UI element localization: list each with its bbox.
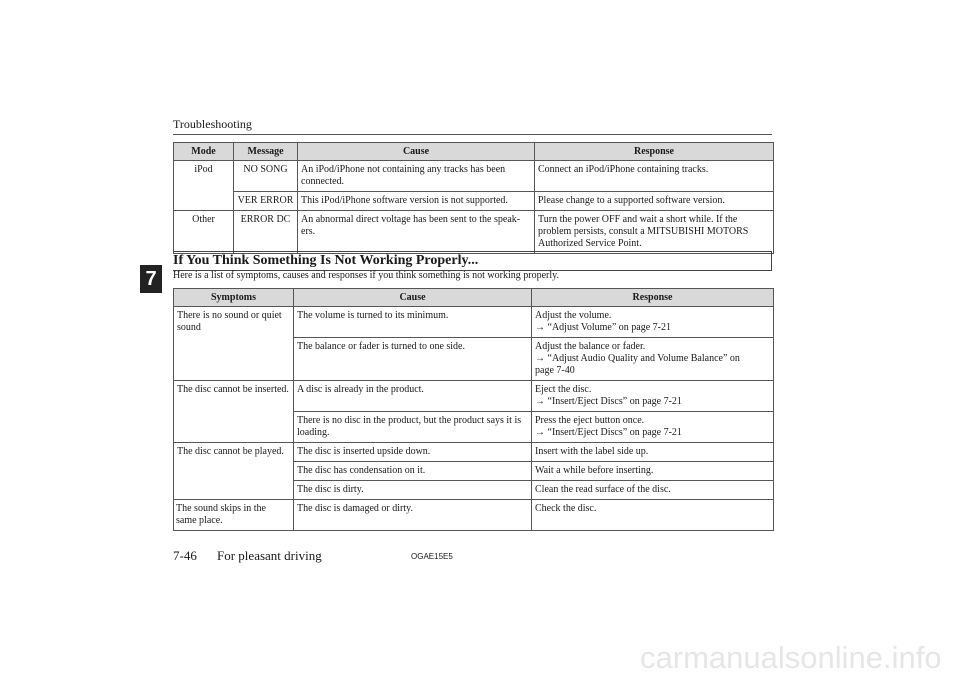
- response-cell: [532, 307, 774, 338]
- response-line: Authorized Service Point.: [538, 238, 642, 249]
- response-line: Connect an iPod/iPhone containing tracks.: [538, 164, 709, 175]
- watermark: carmanualsonline.info: [640, 640, 942, 675]
- cause-cell: [294, 307, 532, 338]
- cause-line: There is no disc in the product, but the product says it is: [297, 415, 522, 426]
- response-line: → “Adjust Volume” on page 7-21: [535, 322, 672, 333]
- response-cell: [535, 192, 774, 211]
- column-header-symptoms: Symptoms: [174, 289, 294, 307]
- response-line: → “Insert/Eject Discs” on page 7-21: [535, 427, 682, 438]
- column-header-cause: Cause: [298, 143, 535, 161]
- document-code: OGAE15E5: [411, 552, 453, 561]
- response-line: Adjust the balance or fader.: [535, 341, 646, 352]
- response-cell: [532, 462, 774, 481]
- cause-line: The disc has condensation on it.: [297, 465, 426, 476]
- cause-line: The balance or fader is turned to one side.: [297, 341, 465, 352]
- cause-cell: [298, 161, 535, 192]
- cause-line: The volume is turned to its minimum.: [297, 310, 449, 321]
- cause-line: The disc is inserted upside down.: [297, 446, 431, 457]
- response-line: Wait a while before inserting.: [535, 465, 654, 476]
- cause-line: The disc is dirty.: [297, 484, 364, 495]
- page-header-title: Troubleshooting: [173, 117, 252, 131]
- cause-line: The disc is damaged or dirty.: [297, 503, 413, 514]
- section-heading: If You Think Something Is Not Working Properly...: [173, 251, 772, 271]
- symptom-cell: [174, 443, 294, 500]
- symptom-cell: [174, 381, 294, 443]
- table-row: [174, 381, 774, 412]
- response-line: page 7-40: [535, 365, 575, 376]
- cause-cell: [294, 500, 532, 531]
- message-cell: VER ERROR: [234, 192, 298, 211]
- cause-cell: [298, 211, 535, 254]
- symptom-line: The disc cannot be played.: [177, 446, 284, 457]
- response-line: Insert with the label side up.: [535, 446, 649, 457]
- response-line: → “Adjust Audio Quality and Volume Balance” on: [535, 353, 740, 364]
- cause-cell: [294, 412, 532, 443]
- page-number: 7-46: [173, 548, 197, 563]
- column-header-message: Message: [234, 143, 298, 161]
- cause-cell: [294, 481, 532, 500]
- header-rule: [173, 134, 772, 135]
- response-line: Eject the disc.: [535, 384, 592, 395]
- response-cell: [535, 211, 774, 254]
- message-cell: ERROR DC: [234, 211, 298, 254]
- error-message-table: [173, 142, 774, 254]
- cause-line: An abnormal direct voltage has been sent to the speak-: [301, 214, 521, 225]
- response-line: → “Insert/Eject Discs” on page 7-21: [535, 396, 682, 407]
- mode-cell: iPod: [174, 161, 234, 211]
- cause-line: loading.: [297, 427, 330, 438]
- table-row: [174, 192, 774, 211]
- cause-line: A disc is already in the product.: [297, 384, 424, 395]
- cause-cell: [294, 381, 532, 412]
- table-row: [174, 443, 774, 462]
- symptom-line: sound: [177, 322, 201, 333]
- symptom-line: There is no sound or quiet: [177, 310, 282, 321]
- symptom-line: The sound skips in the: [176, 503, 266, 514]
- response-line: Press the eject button once.: [535, 415, 645, 426]
- response-cell: [532, 500, 774, 531]
- symptom-line: same place.: [176, 515, 223, 526]
- response-cell: [532, 412, 774, 443]
- response-line: Check the disc.: [535, 503, 597, 514]
- column-header-response: Response: [535, 143, 774, 161]
- cause-line: This iPod/iPhone software version is not supported.: [301, 195, 508, 206]
- symptom-line: The disc cannot be inserted.: [177, 384, 289, 395]
- table-row: [174, 161, 774, 192]
- table-row: [174, 211, 774, 254]
- response-cell: [532, 481, 774, 500]
- footer-section-name: For pleasant driving: [217, 548, 322, 563]
- response-line: problem persists, consult a MITSUBISHI MOTORS: [538, 226, 749, 237]
- cause-line: connected.: [301, 176, 345, 187]
- symptom-cell: [174, 500, 294, 531]
- cause-cell: [294, 462, 532, 481]
- column-header-cause: Cause: [294, 289, 532, 307]
- response-line: Please change to a supported software version.: [538, 195, 725, 206]
- symptom-table: [173, 288, 774, 531]
- symptom-cell: [174, 307, 294, 381]
- column-header-response: Response: [532, 289, 774, 307]
- column-header-mode: Mode: [174, 143, 234, 161]
- cause-cell: [294, 338, 532, 381]
- chapter-tab: 7: [140, 265, 162, 293]
- cause-cell: [298, 192, 535, 211]
- cause-line: ers.: [301, 226, 316, 237]
- section-intro: Here is a list of symptoms, causes and responses if you think something is not working properly.: [173, 270, 559, 281]
- cause-cell: [294, 443, 532, 462]
- message-cell: NO SONG: [234, 161, 298, 192]
- response-cell: [532, 381, 774, 412]
- table-row: [174, 307, 774, 338]
- table-row: [174, 500, 774, 531]
- response-line: Adjust the volume.: [535, 310, 612, 321]
- response-cell: [532, 443, 774, 462]
- mode-cell: Other: [174, 211, 234, 254]
- response-line: Clean the read surface of the disc.: [535, 484, 671, 495]
- cause-line: An iPod/iPhone not containing any tracks has been: [301, 164, 506, 175]
- response-cell: [535, 161, 774, 192]
- response-cell: [532, 338, 774, 381]
- response-line: Turn the power OFF and wait a short while. If the: [538, 214, 738, 225]
- table-header-row: [174, 143, 774, 161]
- table-header-row: [174, 289, 774, 307]
